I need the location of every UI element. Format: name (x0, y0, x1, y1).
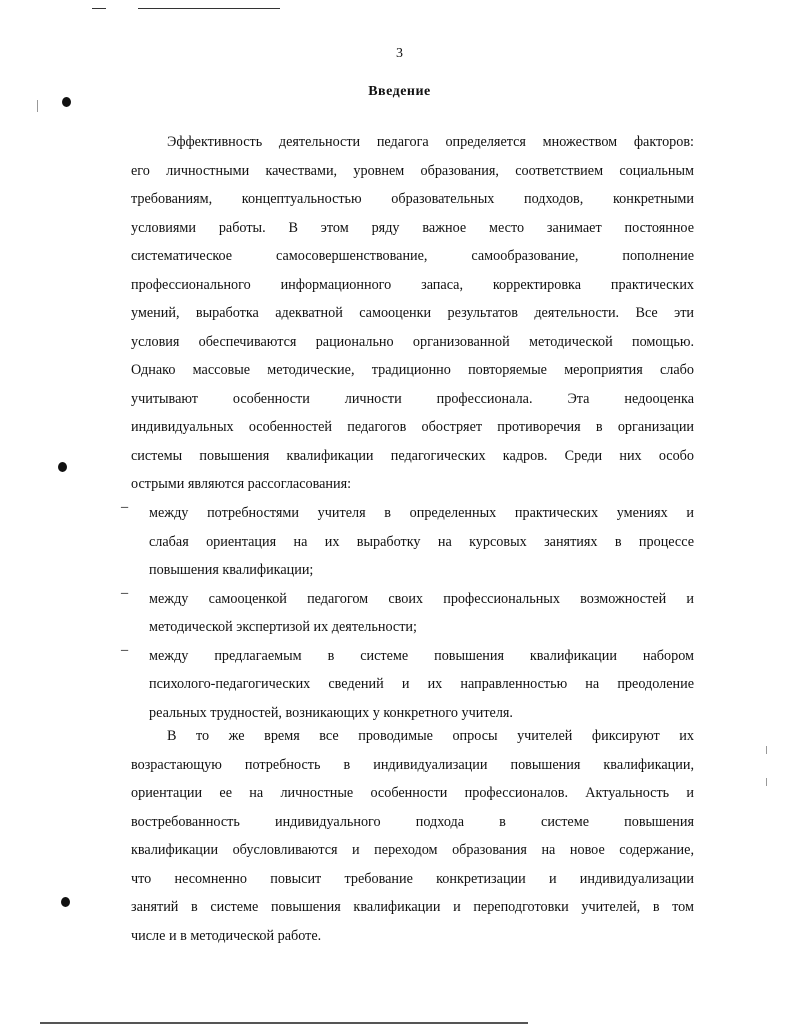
text-line: квалификации обусловливаются и переходом образования на новое содержание, (131, 842, 694, 858)
text-line: острыми являются рассогласования: (131, 476, 352, 492)
text-line: индивидуальных особенностей педагогов обостряет противоречия в организации (131, 419, 694, 435)
text-line: что несомненно повысит требование конкретизации и индивидуализации (131, 870, 694, 887)
paragraph-intro (131, 128, 694, 499)
bullet-list (121, 499, 694, 727)
scan-line-top (138, 8, 280, 9)
text-line: его личностными качествами, уровнем образования, соответствием социальным (131, 162, 694, 179)
text-line: повышения квалификации; (149, 562, 314, 578)
text-line: психолого-педагогических сведений и их направленностью на преодоление (149, 676, 694, 692)
text-line: требованиям, концептуальностью образовательных подходов, конкретными (131, 191, 694, 207)
text-line: условия обеспечиваются рационально организованной методической помощью. (131, 333, 694, 350)
text-line: занятий в системе повышения квалификации и переподготовки учителей, в том (131, 899, 694, 915)
text-line: между самооценкой педагогом своих профессиональных возможностей и (149, 590, 694, 607)
paragraph-relevance (131, 722, 694, 950)
punch-hole-mark (61, 897, 70, 907)
text-line: слабая ориентация на их выработку на курсовых занятиях в процессе (149, 533, 694, 550)
bullet-item (121, 584, 694, 642)
bullet-dash: – (121, 584, 129, 601)
text-line: ориентации ее на личностные особенности профессионалов. Актуальность и (131, 785, 694, 801)
text-line: возрастающую потребность в индивидуализации повышения квалификации, (131, 756, 694, 773)
text-line: востребованность индивидуального подхода в системе повышения (131, 813, 694, 830)
text-line: числе и в методической работе. (131, 927, 322, 944)
scan-tick (766, 778, 767, 786)
bullet-item (121, 499, 694, 585)
bullet-dash: – (121, 499, 129, 515)
text-line: методической экспертизой их деятельности; (149, 619, 417, 635)
scan-line-top (92, 8, 106, 9)
text-line: реальных трудностей, возникающих у конкретного учителя. (149, 704, 513, 721)
text-line: Однако массовые методические, традиционно повторяемые мероприятия слабо (131, 362, 694, 378)
punch-hole-mark (58, 462, 67, 472)
scan-tick (766, 746, 767, 754)
text-line: условиями работы. В этом ряду важное место занимает постоянное (131, 219, 694, 236)
scan-line-bottom (40, 1022, 528, 1024)
text-line: умений, выработка адекватной самооценки результатов деятельности. Все эти (131, 305, 694, 321)
text-line: систематическое самосовершенствование, самообразование, пополнение (131, 248, 694, 264)
text-line: учитывают особенности личности профессионала. Эта недооценка (131, 390, 694, 407)
text-line: Эффективность деятельности педагога определяется множеством факторов: (167, 134, 694, 150)
text-line: В то же время все проводимые опросы учителей фиксируют их (167, 728, 694, 744)
text-line: профессионального информационного запаса, корректировка практических (131, 276, 694, 293)
text-line: между предлагаемым в системе повышения квалификации набором (149, 647, 694, 664)
bullet-item (121, 641, 694, 728)
text-line: между потребностями учителя в определенных практических умениях и (149, 505, 694, 521)
page-title: Введение (368, 84, 431, 99)
bullet-dash: – (121, 641, 129, 658)
scan-tick (37, 100, 38, 112)
text-line: системы повышения квалификации педагогических кадров. Среди них особо (131, 447, 694, 464)
page-number: 3 (396, 46, 403, 61)
